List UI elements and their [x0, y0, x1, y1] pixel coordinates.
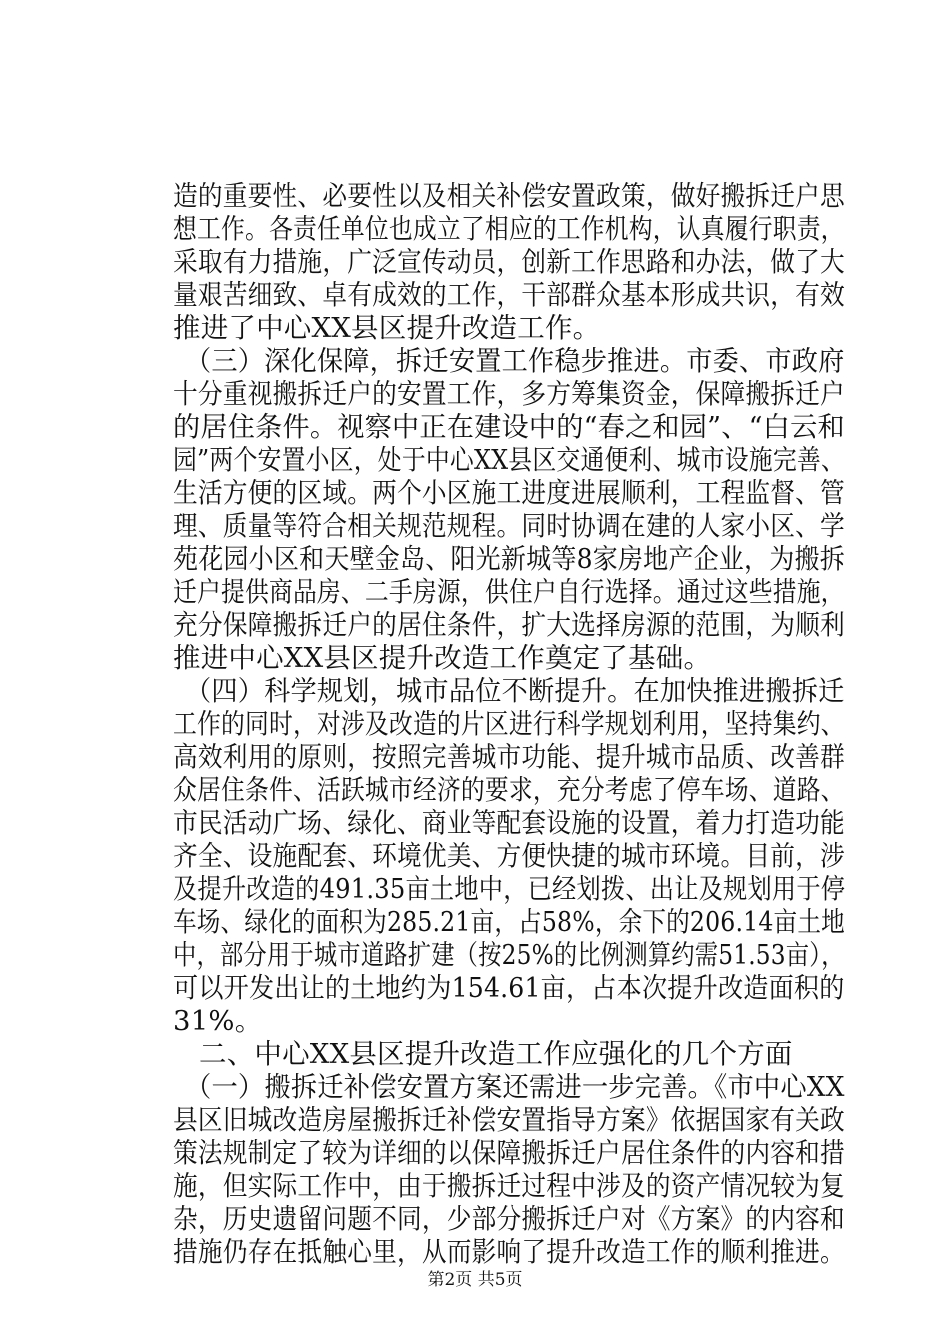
text-line: 31%。 [173, 1005, 263, 1037]
text-line: 迁户提供商品房、二手房源，供住户自行选择。通过这些措施， [173, 576, 845, 608]
text-line: 生活方便的区域。两个小区施工进度进展顺利，工程监督、管 [173, 477, 845, 509]
text-line: 策法规制定了较为详细的以保障搬拆迁户居住条件的内容和措 [173, 1137, 845, 1169]
text-line: 充分保障搬拆迁户的居住条件，扩大选择房源的范围，为顺利 [173, 609, 845, 641]
text-line: 工作的同时，对涉及改造的片区进行科学规划利用，坚持集约、 [173, 708, 845, 740]
text-line: 园”两个安置小区，处于中心XX县区交通便利、城市设施完善、 [173, 444, 846, 476]
paragraph-heading-line: （三）深化保障，拆迁安置工作稳步推进。市委、市政府 [185, 345, 845, 377]
text-line: 中，部分用于城市道路扩建（按25%的比例测算约需51.53亩）， [173, 939, 845, 971]
text-line: 施，但实际工作中，由于搬拆迁过程中涉及的资产情况较为复 [173, 1170, 845, 1202]
text-line: 苑花园小区和天壁金岛、阳光新城等8家房地产企业，为搬拆 [173, 543, 845, 575]
text-line: 及提升改造的491.35亩土地中，已经划拨、出让及规划用于停 [173, 873, 846, 905]
text-line: 市民活动广场、绿化、商业等配套设施的设置，着力打造功能 [173, 807, 845, 839]
text-line: 的居住条件。视察中正在建设中的“春之和园”、“白云和 [173, 411, 845, 443]
text-line: 推进中心XX县区提升改造工作奠定了基础。 [173, 642, 712, 674]
section-heading: 二、中心XX县区提升改造工作应强化的几个方面 [199, 1038, 793, 1070]
text-line: 高效利用的原则，按照完善城市功能、提升城市品质、改善群 [173, 741, 845, 773]
text-line: 齐全、设施配套、环境优美、方便快捷的城市环境。目前，涉 [173, 840, 845, 872]
text-line: 推进了中心XX县区提升改造工作。 [173, 312, 601, 344]
page-number-footer: 第2页 共5页 [427, 1270, 523, 1290]
text-line: 理、质量等符合相关规范规程。同时协调在建的人家小区、学 [173, 510, 845, 542]
text-line: 采取有力措施，广泛宣传动员，创新工作思路和办法，做了大 [173, 246, 845, 278]
text-line: 措施仍存在抵触心里，从而影响了提升改造工作的顺利推进。 [173, 1236, 845, 1268]
text-line: 众居住条件、活跃城市经济的要求，充分考虑了停车场、道路、 [173, 774, 845, 806]
text-line: 可以开发出让的土地约为154.61亩，占本次提升改造面积的 [173, 972, 845, 1004]
paragraph-heading-line: （一）搬拆迁补偿安置方案还需进一步完善。《市中心XX [185, 1071, 845, 1103]
text-line: 车场、绿化的面积为285.21亩，占58%，余下的206.14亩土地 [173, 906, 845, 938]
text-line: 杂，历史遗留问题不同，少部分搬拆迁户对《方案》的内容和 [173, 1203, 845, 1235]
text-line: 十分重视搬拆迁户的安置工作，多方筹集资金，保障搬拆迁户 [173, 378, 845, 410]
text-line: 造的重要性、必要性以及相关补偿安置政策，做好搬拆迁户思 [173, 180, 845, 212]
text-line: 县区旧城改造房屋搬拆迁补偿安置指导方案》依据国家有关政 [173, 1104, 845, 1136]
text-line: 想工作。各责任单位也成立了相应的工作机构，认真履行职责， [173, 213, 845, 245]
text-line: 量艰苦细致、卓有成效的工作，干部群众基本形成共识，有效 [173, 279, 845, 311]
paragraph-heading-line: （四）科学规划，城市品位不断提升。在加快推进搬拆迁 [185, 675, 845, 707]
